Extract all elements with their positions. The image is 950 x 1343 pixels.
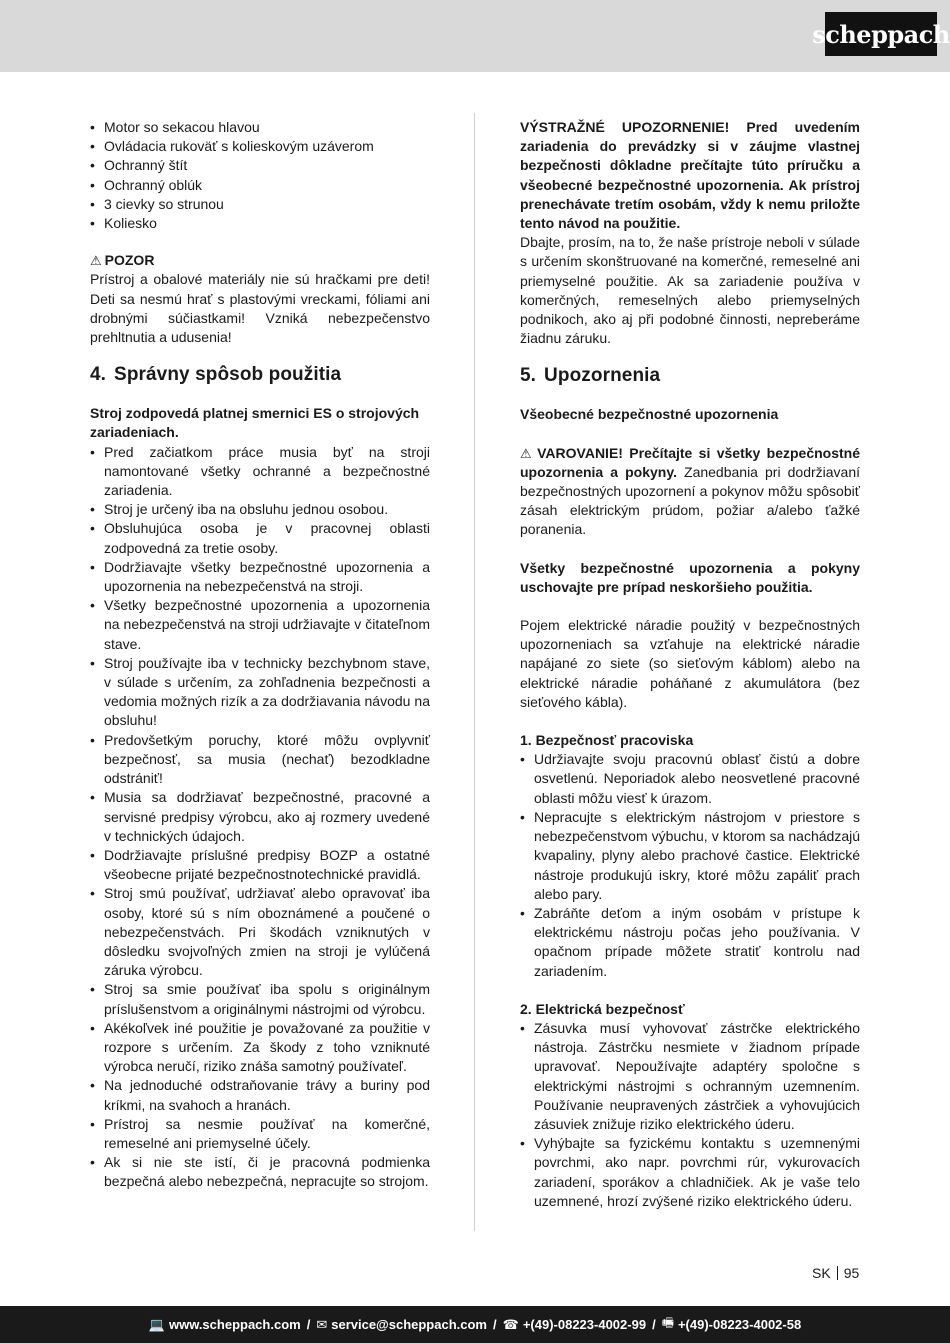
email-icon: ✉ [316, 1316, 328, 1332]
phone-number: +(49)-08223-4002-99 [522, 1317, 647, 1332]
section-5-subtitle: Všeobecné bezpečnostné upozornenia [520, 406, 779, 423]
list-item: • Akékoľvek iné použitie je považované za použitie v rozpore s určením. Za škody z toho vzniknuté výrobca neručí, riziko znáša samotný používateľ. [90, 1019, 430, 1077]
term-definition-text: Pojem elektrické náradie použitý v bezpečnostných upozorneniach sa vzťahuje na elektrické náradie napájané zo siete (so sieťovým káblom) alebo na elektrické náradie poháňané z akumulátora (bez sieťového kábla). [520, 617, 860, 710]
list-item: • Nepracujte s elektrickým nástrojom v priestore s nebezpečenstvom výbuchu, v ktorom sa nachádzajú kvapaliny, plyny alebo prachové častice. Elektrické nástroje produkujú iskry, ktoré môžu zapáliť prach alebo pary. [520, 808, 860, 904]
list-item: • 3 cievky so strunou [90, 195, 430, 214]
list-item: • Dodržiavajte príslušné predpisy BOZP a ostatné všeobecne prijaté bezpečnostnotechnické pravidlá. [90, 846, 430, 884]
list-item: • Ochranný oblúk [90, 176, 430, 195]
list-item: • Ak si nie ste istí, či je pracovná podmienka bezpečná alebo nebezpečná, nepracujte so strojom. [90, 1153, 430, 1191]
parts-list [90, 118, 430, 233]
section-4-title: 4. Správny spôsob použitia [90, 364, 342, 386]
workplace-safety-list [520, 750, 860, 980]
footer-contact-bar: 💻 www.scheppach.com / ✉ service@scheppach.com / ☎ +(49)-08223-4002-99 / 🖷 +(49)-08223-4002-58 [0, 1306, 950, 1343]
workplace-safety-title: 1. Bezpečnosť pracoviska [520, 732, 694, 749]
electrical-safety-list [520, 1019, 860, 1211]
list-item: • Ochranný štít [90, 156, 430, 175]
section-4-list [90, 443, 430, 1192]
fax-number: +(49)-08223-4002-58 [677, 1317, 802, 1332]
list-item: • Pred začiatkom práce musia byť na stroji namontované všetky ochranné a bezpečnostné zariadenia. [90, 443, 430, 501]
list-item: • Zabráňte deťom a iným osobám v prístupe k elektrickému nástroju počas jeho používania. V opačnom prípade môžete stratiť kontrolu nad zariadením. [520, 904, 860, 981]
section-4-intro: Stroj zodpovedá platnej smernici ES o strojových zariadeniach. [90, 405, 420, 441]
left-column [90, 118, 430, 1192]
caution-text: Prístroj a obalové materiály nie sú hračkami pre deti! Deti sa nesmú hrať s plastovými vreckami, fóliami ani drobnými súčiastkami! Vzniká nebezpečenstvo prehltnutia a udusenia! [90, 271, 430, 346]
warning-text: Dbajte, prosím, na to, že naše prístroje neboli v súlade s určením skonštruované na komerčné, remeselné ani priemyselné použitie. Ak sa zariadenie používa v komerčných, remeselných alebo priemyselných podnikoch, ako aj při podobné činnosti, nepreberáme žiadnu záruku. [520, 234, 860, 347]
page-number: SK 95 [812, 1265, 860, 1281]
fax-icon: 🖷 [661, 1314, 674, 1330]
list-item: • Na jednoduché odstraňovanie trávy a buriny pod kríkmi, na svahoch a hranách. [90, 1076, 430, 1114]
phone-icon: ☎ [502, 1316, 519, 1332]
list-item: • Koliesko [90, 214, 430, 233]
section-5-title: 5. Upozornenia [520, 365, 661, 387]
list-item: • Stroj používajte iba v technicky bezchybnom stave, v súlade s určením, za zohľadnenia bezpečnosti a vedomia možných rizík a za dodržiavania návodu na obsluhu! [90, 654, 430, 731]
website-link[interactable]: www.scheppach.com [168, 1317, 301, 1332]
varovanie-paragraph: ⚠ VAROVANIE! Prečítajte si všetky bezpečnostné upozornenia a pokyny. Zanedbania pri dodržiavaní bezpečnostných upozornení a pokynov môžu spôsobiť zásah elektrickým prúdom, požiar a/alebo ťažké poranenia. [520, 444, 861, 538]
keep-instructions-text: Všetky bezpečnostné upozornenia a pokyny uschovajte pre prípad neskoršieho použitia. [520, 559, 860, 595]
warning-bold-text: VÝSTRAŽNÉ UPOZORNENIE! Pred uvedením zariadenia do prevádzky si v záujme vlastnej bezpečnosti dôkladne prečítajte túto príručku a všeobecné bezpečnostné upozornenia. Ak prístroj prenechávate tretím osobám, vždy k nemu priložte tento návod na použitie. [520, 119, 860, 232]
header-band [0, 0, 950, 72]
list-item: • Obsluhujúca osoba je v pracovnej oblasti zodpovedná za tretie osoby. [90, 519, 430, 557]
list-item: • Všetky bezpečnostné upozornenia a upozornenia na nebezpečenstvá na stroji udržiavajte v čitateľnom stave. [90, 596, 430, 654]
warning-triangle-icon: ⚠ [520, 445, 535, 461]
list-item: • Prístroj sa nesmie používať na komerčné, remeselné ani priemyselné účely. [90, 1115, 430, 1153]
list-item: • Motor so sekacou hlavou [90, 118, 430, 137]
email-link[interactable]: service@scheppach.com [331, 1317, 487, 1332]
list-item: • Musia sa dodržiavať bezpečnostné, pracovné a servisné predpisy výrobcu, ako aj rozmery uvedené v technických údajoch. [90, 788, 430, 846]
list-item: • Dodržiavajte všetky bezpečnostné upozornenia a upozornenia na nebezpečenstvá na stroji. [90, 558, 430, 596]
caution-heading: ⚠ POZOR [90, 252, 155, 269]
list-item: • Predovšetkým poruchy, ktoré môžu ovplyvniť bezpečnosť, sa musia (nechať) bezodkladne odstrániť! [90, 731, 430, 789]
list-item: • Vyhýbajte sa fyzickému kontaktu s uzemnenými povrchmi, ako napr. povrchmi rúr, vykurovacích zariadení, sporákov a chladničiek. Ak je vaše telo uzemnené, hrozí zvýšené riziko elektrického úderu. [520, 1134, 860, 1211]
electrical-safety-title: 2. Elektrická bezpečnosť [520, 1000, 685, 1017]
scheppach-logo: scheppach [825, 12, 937, 56]
list-item: • Ovládacia rukoväť s kolieskovým uzáverom [90, 137, 430, 156]
list-item: • Stroj smú používať, udržiavať alebo opravovať iba osoby, ktoré sú s ním oboznámené a poučené o nebezpečenstvách. Pri škodách vzniknutých v dôsledku svojvoľných zmien na stroji je vylúčená záruka výrobcu. [90, 884, 430, 980]
list-item: • Stroj sa smie používať iba spolu s originálnym príslušenstvom a originálnymi nástrojmi od výrobcu. [90, 980, 430, 1018]
list-item: • Udržiavajte svoju pracovnú oblasť čistú a dobre osvetlenú. Neporiadok alebo neosvetlené pracovné oblasti môžu viesť k úrazom. [520, 750, 860, 808]
list-item: • Zásuvka musí vyhovovať zástrčke elektrického nástroja. Zástrčku nesmiete v žiadnom prípade upravovať. Nepoužívajte adaptéry spoločne s elektrickými nástrojmi s ochranným uzemnením. Používanie neupravených zástrčiek a vyhovujúcich zásuviek znižuje riziko elektrického úderu. [520, 1019, 860, 1134]
list-item: • Stroj je určený iba na obsluhu jednou osobou. [90, 500, 430, 519]
right-column [520, 118, 860, 1211]
column-divider [474, 113, 475, 1231]
warning-triangle-icon: ⚠ [90, 253, 102, 269]
computer-icon: 💻 [148, 1316, 165, 1332]
